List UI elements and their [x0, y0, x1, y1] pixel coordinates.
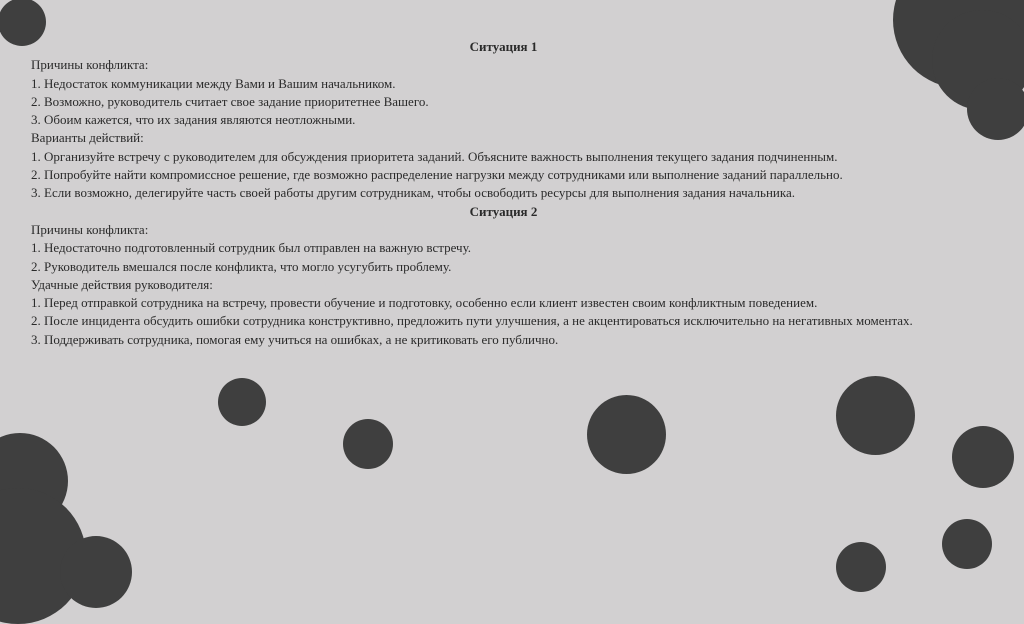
options-heading: Варианты действий: [31, 130, 144, 146]
decorative-circle [836, 376, 915, 455]
option-item: 1. Организуйте встречу с руководителем для обсуждения приоритета заданий. Объясните важность выполнения текущего задания подчиненным. [31, 148, 838, 164]
decorative-circle [60, 536, 132, 608]
slide-text [31, 38, 976, 349]
cause-item: 2. Руководитель вмешался после конфликта, что могло усугубить проблему. [31, 258, 452, 274]
action-item: 2. После инцидента обсудить ошибки сотрудника конструктивно, предложить пути улучшения, а не акцентироваться исключительно на негативных моментах. [31, 313, 913, 329]
causes-heading: Причины конфликта: [31, 221, 149, 237]
decorative-circle [343, 419, 393, 469]
cause-item: 2. Возможно, руководитель считает свое задание приоритетнее Вашего. [31, 93, 429, 109]
decorative-circle [587, 395, 666, 474]
action-item: 3. Поддерживать сотрудника, помогая ему учиться на ошибках, а не критиковать его публично. [31, 331, 559, 347]
decorative-circle [942, 519, 992, 569]
situation-2-title: Ситуация 2 [469, 203, 538, 219]
action-item: 1. Перед отправкой сотрудника на встречу, провести обучение и подготовку, особенно если клиент известен своим конфликтным поведением. [31, 295, 818, 311]
decorative-circle [836, 542, 886, 592]
causes-heading: Причины конфликта: [31, 57, 149, 73]
option-item: 2. Попробуйте найти компромиссное решение, где возможно распределение нагрузки между сотрудниками или выполнение заданий параллельно. [31, 167, 843, 183]
cause-item: 1. Недостаток коммуникации между Вами и Вашим начальником. [31, 75, 396, 91]
actions-heading: Удачные действия руководителя: [31, 276, 213, 292]
decorative-circle [218, 378, 266, 426]
situation-1-title: Ситуация 1 [469, 39, 538, 54]
cause-item: 3. Обоим кажется, что их задания являются неотложными. [31, 112, 356, 128]
decorative-circle [952, 426, 1014, 488]
option-item: 3. Если возможно, делегируйте часть своей работы другим сотрудникам, чтобы освободить ресурсы для выполнения задания начальника. [31, 185, 796, 201]
cause-item: 1. Недостаточно подготовленный сотрудник был отправлен на важную встречу. [31, 240, 472, 256]
